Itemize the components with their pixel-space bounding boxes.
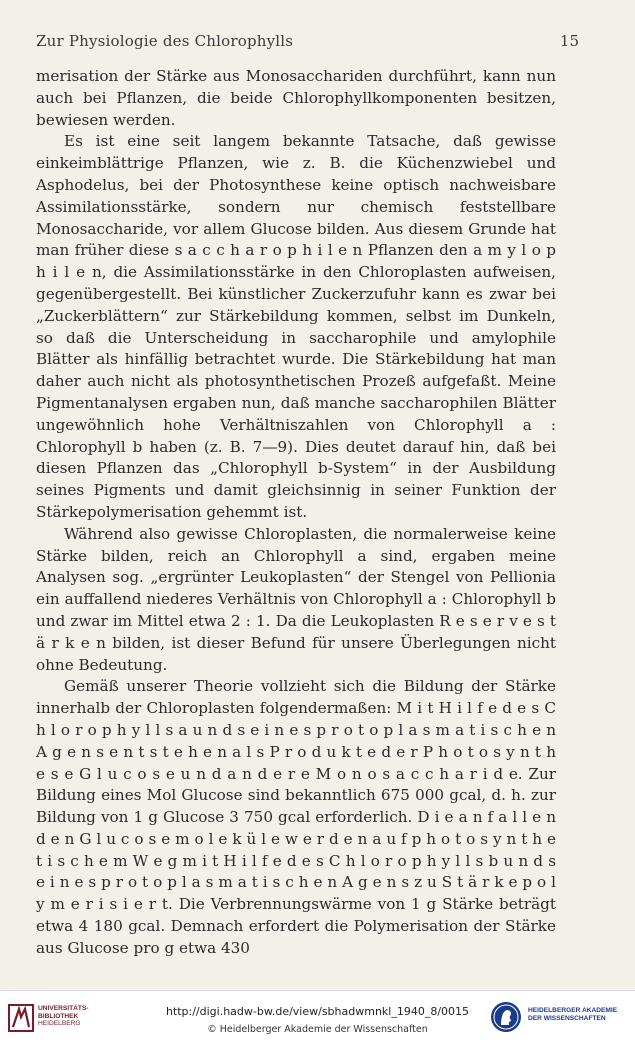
academy-name-line: DER WISSENSCHAFTEN	[528, 1015, 606, 1022]
running-header	[36, 32, 579, 54]
academy-name	[528, 1007, 617, 1023]
academy-name-line: HEIDELBERGER AKADEMIE	[528, 1007, 618, 1014]
page-number: 15	[559, 32, 579, 50]
body-text	[36, 66, 556, 960]
paragraph-2: Es ist eine seit langem bekannte Tatsache, daß gewisse einkeimblättrige Pflanzen, wie z. B. die Küchenzwiebel und Asphodelus, bei der Photosynthese keine optisch nachweisbare Assimilationsstärke, sondern nur chemisch feststellbare Monosaccharide, vor allem Glucose bilden. Aus diesem Grunde hat man früher diese s a c c h a r o p h i l e n Pflanzen den a m y l o p h i l e n, die Assimilationsstärke in den Chloroplasten aufweisen, gegenübergestellt. Bei künstlicher Zuckerzufuhr kann es zwar bei „Zuckerblättern“ zur Stärkebildung kommen, selbst im Dunkeln, so daß die Unterscheidung in saccharophile und amylophile Blätter als hinfällig betrachtet wurde. Die Stärkebildung hat man daher auch nicht als photosynthetischen Prozeß aufgefaßt. Meine Pigmentanalysen ergaben nun, daß manche saccharophilen Blätter ungewöhnlich hohe Verhältniszahlen von Chlorophyll a : Chlorophyll b haben (z. B. 7—9). Dies deutet darauf hin, daß bei diesen Pflanzen das „Chlorophyll b-System“ in der Ausbildung seines Pigments und damit gleichsinnig in seiner Funktion der Stärkepolymerisation gehemmt ist.	[36, 132, 556, 521]
library-name-line: HEIDELBERG	[38, 1020, 81, 1028]
library-name-line: UNIVERSITÄTS-	[38, 1005, 89, 1012]
permalink-url[interactable]: http://digi.hadw-bw.de/view/sbhadwmnkl_1940_8/0015	[165, 1005, 470, 1018]
paragraph-3: Während also gewisse Chloroplasten, die normalerweise keine Stärke bilden, reich an Chlorophyll a sind, ergaben meine Analysen sog. „ergrünter Leukoplasten“ der Stengel von Pellionia ein auffallend niederes Verhältnis von Chlorophyll a : Chlorophyll b und zwar im Mittel etwa 2 : 1. Da die Leukoplasten R e s e r v e s t ä r k e n bilden, ist dieser Befund für unsere Überlegungen nicht ohne Bedeutung.	[36, 524, 556, 674]
academy-logo-icon[interactable]	[490, 1001, 522, 1033]
running-title: Zur Physiologie des Chlorophylls	[36, 32, 294, 50]
digitization-footer	[0, 990, 635, 1043]
paragraph-4: Gemäß unserer Theorie vollzieht sich die Bildung der Stärke innerhalb der Chloroplasten folgendermaßen: M i t H i l f e d e s C h l o r o p h y l l s a u n d s e i n e s p r o t o p l a s m a t i s c h e n A g e n s e n t s t e h e n a l s P r o d u k t e d e r P h o t o s y n t h e s e G l u c o s e u n d a n d e r e M o n o s a c c h a r i d e. Zur Bildung eines Mol Glucose sind bekanntlich 675 000 gcal, d. h. zur Bildung von 1 g Glucose 3 750 gcal erforderlich. D i e a n f a l l e n d e n G l u c o s e m o l e k ü l e w e r d e n a u f p h o t o s y n t h e t i s c h e m W e g m i t H i l f e d e s C h l o r o p h y l l s b u n d s e i n e s p r o t o p l a s m a t i s c h e n A g e n s z u S t ä r k e p o l y m e r i s i e r t. Die Verbrennungswärme von 1 g Stärke beträgt etwa 4 180 gcal. Demnach erfordert die Polymerisation der Stärke aus Glucose pro g etwa 430	[36, 677, 556, 957]
library-name-line: BIBLIOTHEK	[38, 1012, 79, 1020]
copyright-notice: © Heidelberger Akademie der Wissenschaften	[207, 1024, 428, 1035]
paragraph-1: merisation der Stärke aus Monosacchariden durchführt, kann nun auch bei Pflanzen, die beide Chlorophyllkomponenten besitzen, bewiesen werden.	[36, 67, 556, 129]
